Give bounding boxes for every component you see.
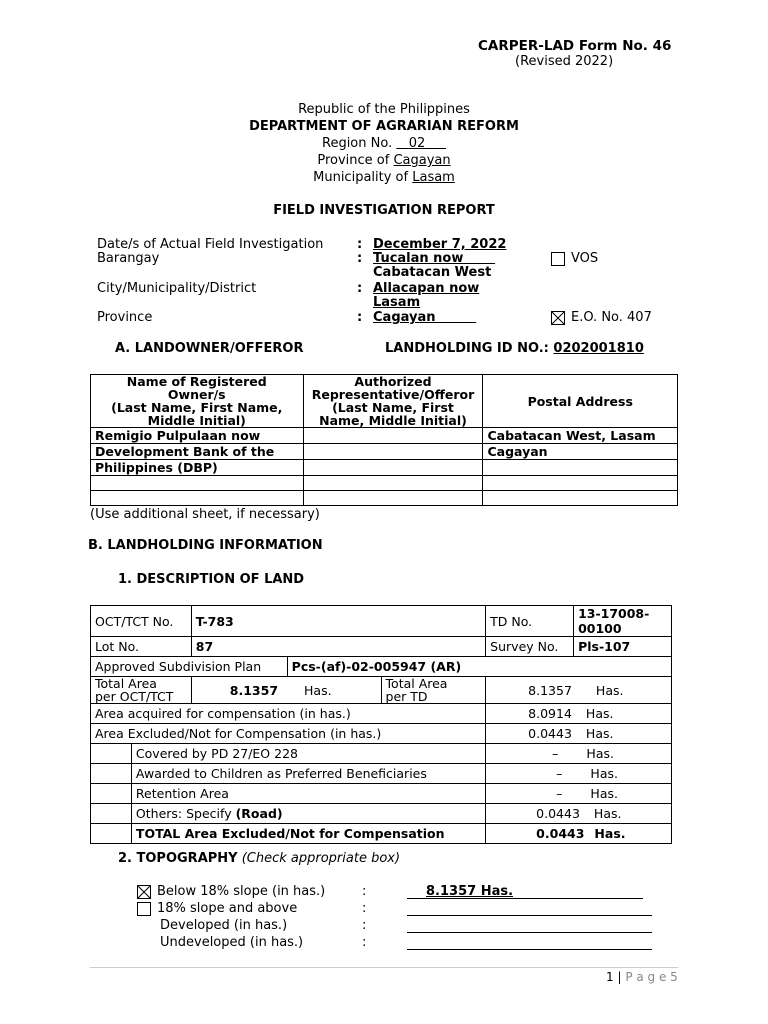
above-18-colon: : [362, 901, 367, 916]
republic-line: Republic of the Philippines [298, 102, 470, 117]
header-address: Postal Address [483, 375, 678, 428]
survey-value: Pls-107 [574, 637, 672, 657]
department-name: DEPARTMENT OF AGRARIAN REFORM [249, 119, 519, 134]
address-cell: Cagayan [483, 444, 678, 460]
table-row [91, 704, 672, 724]
table-row [91, 744, 672, 764]
barangay-label: Barangay [97, 251, 160, 266]
section-b-title: B. LANDHOLDING INFORMATION [88, 538, 323, 553]
total-area-value: 8.1357 Has. [191, 677, 381, 704]
landowner-table [90, 374, 678, 506]
page-footer: 1 | P a g e 5 [606, 970, 678, 984]
total-excluded-label: TOTAL Area Excluded/Not for Compensation [131, 824, 485, 844]
footer-divider [90, 967, 678, 968]
checked-x-icon [552, 312, 564, 324]
lot-value: 87 [191, 637, 485, 657]
topography-title: 2. TOPOGRAPHY (Check appropriate box) [118, 851, 401, 866]
excluded-value: 0.0443 Has. [486, 724, 672, 744]
date-label: Date/s of Actual Field Investigation [97, 237, 324, 252]
indent-cell [91, 784, 132, 804]
below-18-value: 8.1357 Has. [426, 884, 514, 899]
owner-cell: Philippines (DBP) [91, 460, 304, 476]
vos-label: VOS [571, 251, 599, 266]
indent-cell [91, 824, 132, 844]
pd-label: Covered by PD 27/EO 228 [131, 744, 485, 764]
table-row [91, 824, 672, 844]
total-td-label: Total Area per TD [381, 677, 486, 704]
checked-x-icon [138, 886, 150, 898]
landholding-id-label: LANDHOLDING ID NO.: [385, 341, 549, 356]
indent-cell [91, 744, 132, 764]
above-18-checkbox[interactable] [137, 902, 151, 916]
above-18-line [407, 915, 652, 916]
municipality-line [234, 170, 534, 185]
table-row [91, 606, 672, 637]
table-row [91, 657, 672, 677]
lot-label: Lot No. [91, 637, 192, 657]
table-row [91, 476, 678, 491]
acquired-label: Area acquired for compensation (in has.) [91, 704, 486, 724]
landholding-id-line [385, 341, 644, 356]
region-value: 02 [408, 136, 426, 151]
city-line2: Lasam [373, 295, 421, 310]
page-number: 1 [606, 970, 614, 984]
table-row [91, 460, 678, 476]
address-cell [483, 460, 678, 476]
table-row [91, 444, 678, 460]
acquired-value: 8.0914 Has. [486, 704, 672, 724]
province-colon: : [357, 310, 363, 325]
form-revised: (Revised 2022) [515, 54, 614, 69]
page-word: P a g e 5 [625, 970, 678, 984]
municipality-value: Lasam [412, 170, 455, 185]
asp-value: Pcs-(af)-02-005947 (AR) [287, 657, 671, 677]
barangay-line1: Tucalan now [373, 251, 464, 266]
vos-checkbox[interactable] [551, 252, 565, 266]
retention-label: Retention Area [131, 784, 485, 804]
excluded-label: Area Excluded/Not for Compensation (in has.) [91, 724, 486, 744]
rep-cell [303, 460, 483, 476]
retention-value: – Has. [486, 784, 672, 804]
awarded-value: – Has. [486, 764, 672, 784]
province-field-label: Province [97, 310, 153, 325]
table-row [91, 677, 672, 704]
above-18-label: 18% slope and above [157, 901, 298, 916]
date-colon: : [357, 237, 363, 252]
below-18-colon: : [362, 884, 367, 899]
developed-label: Developed (in has.) [160, 918, 288, 933]
undeveloped-line [407, 949, 652, 950]
land-description-table [90, 605, 672, 844]
table-row [91, 491, 678, 506]
form-number: CARPER-LAD Form No. 46 [478, 38, 672, 54]
city-colon: : [357, 281, 363, 296]
owner-cell: Remigio Pulpulaan now [91, 428, 304, 444]
city-line1: Allacapan now [373, 281, 480, 296]
below-18-checkbox[interactable] [137, 885, 151, 899]
rep-cell [303, 444, 483, 460]
additional-sheet-note: (Use additional sheet, if necessary) [90, 507, 320, 522]
survey-label: Survey No. [486, 637, 574, 657]
landholding-id-value: 0202001810 [553, 341, 644, 356]
total-area-label: Total Area per OCT/TCT [91, 677, 192, 704]
developed-line [407, 932, 652, 933]
pd-value: – Has. [486, 744, 672, 764]
indent-cell [91, 764, 132, 784]
header-owner: Name of Registered Owner/s (Last Name, First Name, Middle Initial) [91, 375, 304, 428]
undeveloped-colon: : [362, 935, 367, 950]
description-title: 1. DESCRIPTION OF LAND [118, 572, 305, 587]
indent-cell [91, 804, 132, 824]
topography-note: (Check appropriate box) [237, 851, 401, 866]
below-18-label: Below 18% slope (in has.) [157, 884, 326, 899]
municipality-label: Municipality of [313, 170, 409, 185]
table-row [91, 724, 672, 744]
province-line [234, 153, 534, 168]
header-representative: Authorized Representative/Offeror (Last Name, First Name, Middle Initial) [303, 375, 483, 428]
eo-checkbox[interactable] [551, 311, 565, 325]
province-value: Cagayan [393, 153, 451, 168]
others-label: Others: Specify (Road) [131, 804, 485, 824]
developed-colon: : [362, 918, 367, 933]
asp-label: Approved Subdivision Plan [91, 657, 288, 677]
rep-cell [303, 428, 483, 444]
table-row [91, 637, 672, 657]
total-td-value: 8.1357 Has. [486, 677, 672, 704]
eo-label: E.O. No. 407 [571, 310, 652, 325]
oct-value: T-783 [191, 606, 485, 637]
section-a-title: A. LANDOWNER/OFFEROR [115, 341, 304, 356]
table-row [91, 784, 672, 804]
address-cell: Cabatacan West, Lasam [483, 428, 678, 444]
city-label: City/Municipality/District [97, 281, 257, 296]
table-row [91, 764, 672, 784]
barangay-colon: : [357, 251, 363, 266]
total-excluded-value: 0.0443 Has. [486, 824, 672, 844]
undeveloped-label: Undeveloped (in has.) [160, 935, 304, 950]
landowner-header-row [91, 375, 678, 428]
barangay-line2: Cabatacan West [373, 265, 492, 280]
region-label: Region No. [322, 136, 393, 151]
date-value: December 7, 2022 [373, 237, 507, 252]
table-row [91, 804, 672, 824]
owner-cell: Development Bank of the [91, 444, 304, 460]
table-row [91, 428, 678, 444]
province-label: Province of [317, 153, 390, 168]
others-value: 0.0443 Has. [486, 804, 672, 824]
awarded-label: Awarded to Children as Preferred Beneficiaries [131, 764, 485, 784]
province-field-value: Cagayan [373, 310, 436, 325]
oct-label: OCT/TCT No. [91, 606, 192, 637]
region-line [234, 136, 534, 151]
report-title: FIELD INVESTIGATION REPORT [273, 203, 495, 218]
td-value: 13-17008-00100 [574, 606, 672, 637]
td-label: TD No. [486, 606, 574, 637]
